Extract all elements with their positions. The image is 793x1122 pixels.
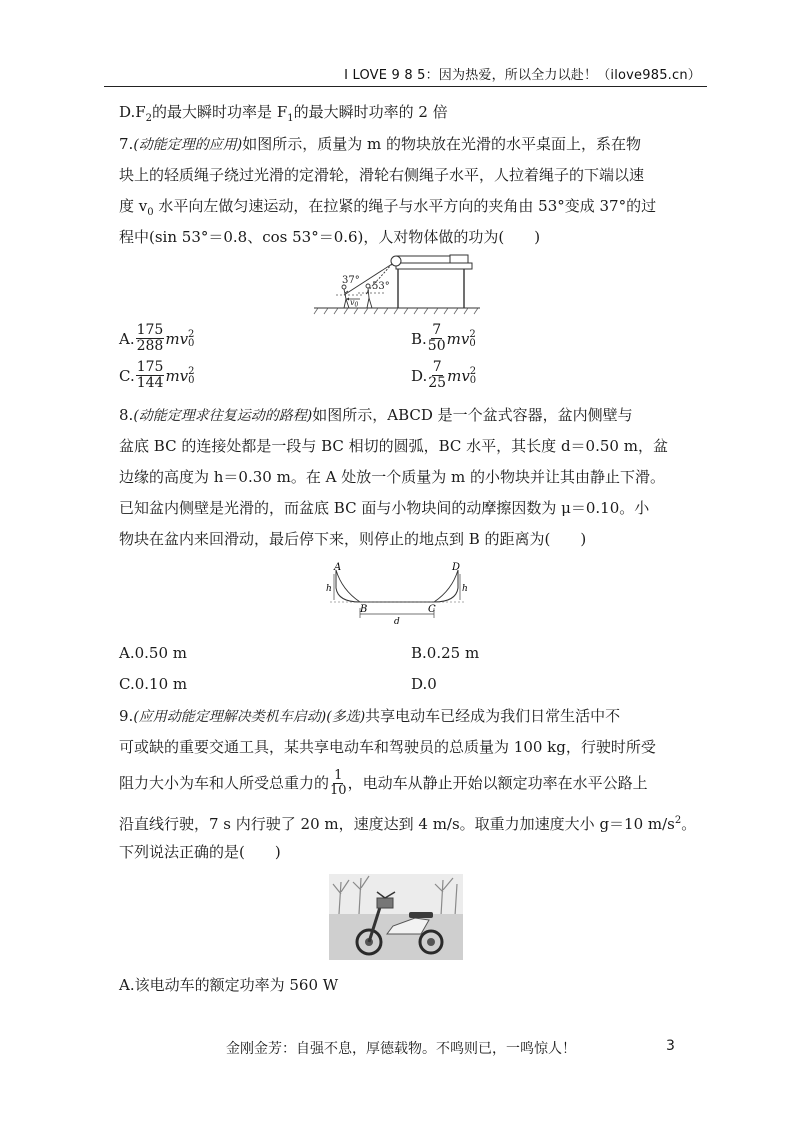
page-number: 3 bbox=[666, 1038, 675, 1054]
q7-option-b[interactable]: B. $\frac{7}{50}$ mv 2 0 bbox=[411, 322, 476, 354]
q8-line-5: 物块在盆内来回滑动，最后停下来，则停止的地点到 B 的距离为( ) bbox=[119, 530, 587, 548]
q6-option-d: $D.F_2$的最大瞬时功率是 $F_1$的最大瞬时功率的 2 倍 bbox=[119, 103, 448, 124]
q9-line-3: 阻力大小为车和人所受总重力的 $\frac{1}{10}$ ，电动车从静止开始以额定功率在水平公路上 bbox=[119, 767, 648, 798]
q8-basin-figure bbox=[322, 560, 472, 628]
q8-line-3: 边缘的高度为 h＝0.30 m。在 A 处放一个质量为 m 的小物块并让其由静止下滑。 bbox=[119, 468, 665, 486]
q8-line-2: 盆底 BC 的连接处都是一段与 BC 相切的圆弧，BC 水平，其长度 d＝0.50 m，盆 bbox=[119, 437, 668, 455]
q7-line-1: 7.(动能定理的应用)如图所示，质量为 m 的物块放在光滑的水平桌面上，系在物 bbox=[119, 135, 642, 153]
header-slogan: I LOVE 9 8 5：因为热爱，所以全力以赴！（ilove985.cn） bbox=[344, 68, 701, 83]
q7-line-3: 度 $v_0$ 水平向左做匀速运动，在拉紧的绳子与水平方向的夹角由 53°变成 37°的过 bbox=[119, 197, 657, 218]
q7-velocity-label: v0 bbox=[350, 298, 359, 309]
q8-label-d: D bbox=[452, 562, 461, 573]
q8-label-a: A bbox=[334, 562, 342, 573]
q9-line-4: 沿直线行驶，7 s 内行驶了 20 m，速度达到 4 m/s。取重力加速度大小 g＝10 $m/s^2$。 bbox=[119, 815, 697, 833]
electric-scooter-photo bbox=[329, 874, 463, 960]
q9-option-a[interactable]: A.该电动车的额定功率为 560 W bbox=[119, 976, 339, 994]
footer-motto: 金刚金芳：自强不息，厚德载物。不鸣则已，一鸣惊人！ bbox=[226, 1041, 576, 1057]
q7-line-2: 块上的轻质绳子绕过光滑的定滑轮，滑轮右侧绳子水平，人拉着绳子的下端以速 bbox=[119, 166, 645, 184]
q7-angle-37-label: 37° bbox=[342, 275, 360, 286]
q7-options-row-2 bbox=[119, 359, 679, 391]
q8-label-b: B bbox=[360, 604, 368, 615]
q7-angle-53-label: 53° bbox=[372, 281, 390, 292]
q8-options-row-2 bbox=[119, 675, 679, 703]
q7-option-d[interactable]: D. $\frac{7}{25}$ mv 2 0 bbox=[411, 359, 477, 391]
header-rule bbox=[104, 86, 707, 87]
q9-line-2: 可或缺的重要交通工具，某共享电动车和驾驶员的总质量为 100 kg，行驶时所受 bbox=[119, 738, 656, 756]
q7-pulley-figure bbox=[314, 253, 480, 315]
q8-label-d-length: d bbox=[394, 617, 400, 627]
q7-option-c[interactable]: C. $\frac{175}{144}$ mv 2 0 bbox=[119, 359, 195, 391]
q8-option-b[interactable]: B.0.25 m bbox=[411, 644, 480, 662]
q8-label-h-left: h bbox=[326, 584, 332, 594]
q8-options-row-1 bbox=[119, 644, 679, 672]
q8-line-4: 已知盆内侧壁是光滑的，而盆底 BC 面与小物块间的动摩擦因数为 μ＝0.10。小 bbox=[119, 499, 650, 517]
q8-label-c: C bbox=[428, 604, 436, 615]
q8-label-h-right: h bbox=[462, 584, 468, 594]
q7-options-row-1 bbox=[119, 322, 679, 354]
q8-option-c[interactable]: C.0.10 m bbox=[119, 675, 188, 693]
q8-line-1: 8.(动能定理求往复运动的路程)如图所示，ABCD 是一个盆式容器，盆内侧壁与 bbox=[119, 406, 633, 424]
q7-option-a[interactable]: A. $\frac{175}{288}$ mv 2 0 bbox=[119, 322, 195, 354]
q9-line-5: 下列说法正确的是( ) bbox=[119, 843, 281, 861]
q8-option-d[interactable]: D.0 bbox=[411, 675, 437, 693]
q9-line-1: 9.(应用动能定理解决类机车启动)(多选)共享电动车已经成为我们日常生活中不 bbox=[119, 707, 621, 725]
q7-line-4: 程中(sin 53°＝0.8、cos 53°＝0.6)，人对物体做的功为( ) bbox=[119, 228, 541, 246]
q8-option-a[interactable]: A.0.50 m bbox=[119, 644, 187, 662]
